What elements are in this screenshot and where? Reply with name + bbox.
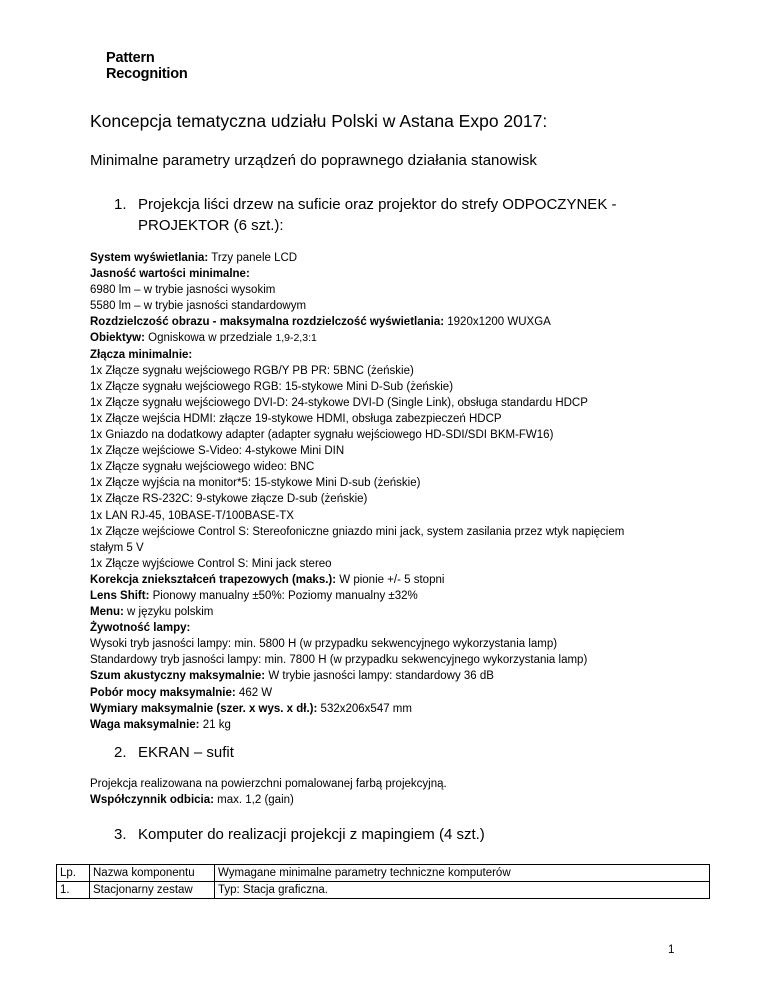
company-logo: [106, 50, 188, 82]
spec-lamp-life-label: Żywotność lampy:: [90, 622, 191, 635]
spec-noise: Szum akustyczny maksymalnie: W trybie jasności lampy: standardowy 36 dB: [90, 670, 494, 683]
section-1-number: 1.: [114, 196, 127, 213]
page-number: 1: [668, 944, 675, 956]
spec-connector: 1x Złącze sygnału wejściowego RGB/Y PB PR: 5BNC (żeńskie): [90, 364, 414, 377]
section-2-title: EKRAN – sufit: [138, 744, 234, 761]
section-2-heading: [114, 742, 654, 763]
spec-connector: 1x Złącze wyjściowe Control S: Mini jack stereo: [90, 557, 332, 570]
spec-connector: 1x LAN RJ-45, 10BASE-T/100BASE-TX: [90, 509, 294, 522]
spec-lamp-life-high: Wysoki tryb jasności lampy: min. 5800 H (w przypadku sekwencyjnego wykorzystania lamp): [90, 638, 558, 651]
spec-system: System wyświetlania: Trzy panele LCD: [90, 252, 298, 264]
spec-connector: 1x Złącze wyjścia na monitor*5: 15-stykowe Mini D-sub (żeńskie): [90, 477, 421, 490]
spec-lens-shift: Lens Shift: Pionowy manualny ±50%: Poziomy manualny ±32%: [90, 589, 418, 602]
projector-specs: [90, 250, 710, 733]
section-3-number: 3.: [114, 826, 127, 843]
document-subtitle: Minimalne parametry urządzeń do poprawnego działania stanowisk: [90, 152, 537, 169]
spec-brightness-standard: 5580 lm – w trybie jasności standardowym: [90, 300, 307, 313]
table-header-row: [57, 865, 710, 882]
section-3-heading: [114, 824, 674, 845]
section-1-heading: [114, 194, 654, 236]
screen-specs: [90, 776, 447, 808]
spec-keystone: Korekcja zniekształceń trapezowych (maks.): W pionie +/- 5 stopni: [90, 573, 445, 586]
section-2-number: 2.: [114, 744, 127, 761]
spec-power: Pobór mocy maksymalnie: 462 W: [90, 686, 273, 699]
screen-reflection: Współczynnik odbicia: max. 1,2 (gain): [90, 794, 294, 807]
spec-connector: 1x Złącze wejścia HDMI: złącze 19-stykowe HDMI, obsługa zabezpieczeń HDCP: [90, 412, 502, 425]
spec-brightness-label: Jasność wartości minimalne:: [90, 268, 250, 281]
spec-brightness-high: 6980 lm – w trybie jasności wysokim: [90, 284, 276, 297]
document-title: Koncepcja tematyczna udziału Polski w Astana Expo 2017:: [90, 111, 548, 131]
table-cell: 1.: [57, 882, 90, 899]
spec-resolution: Rozdzielczość obrazu - maksymalna rozdzielczość wyświetlania: 1920x1200 WUXGA: [90, 316, 551, 329]
section-1-title: Projekcja liści drzew na suficie oraz projektor do strefy ODPOCZYNEK - PROJEKTOR (6 szt.):: [138, 196, 617, 234]
spec-connector: 1x Złącze sygnału wejściowego wideo: BNC: [90, 461, 315, 474]
spec-connector: 1x Złącze wejściowe Control S: Stereofoniczne gniazdo mini jack, system zasilania przez wtyk napięciem stałym 5 V: [90, 525, 625, 554]
table-cell: Typ: Stacja graficzna.: [215, 882, 710, 899]
spec-connector: 1x Złącze wejściowe S-Video: 4-stykowe Mini DIN: [90, 445, 345, 458]
table-row: [57, 882, 710, 899]
section-3-title: Komputer do realizacji projekcji z mapingiem (4 szt.): [138, 826, 485, 843]
screen-description: Projekcja realizowana na powierzchni pomalowanej farbą projekcyjną.: [90, 778, 447, 790]
spec-lamp-life-standard: Standardowy tryb jasności lampy: min. 7800 H (w przypadku sekwencyjnego wykorzystania lamp): [90, 654, 588, 667]
spec-connector: 1x Gniazdo na dodatkowy adapter (adapter sygnału wejściowego HD-SDI/SDI BKM-FW16): [90, 429, 554, 442]
spec-weight: Waga maksymalnie: 21 kg: [90, 718, 231, 731]
logo-line-2: Recognition: [106, 66, 188, 82]
spec-lens: Obiektyw: Ogniskowa w przedziale 1,9-2,3:1: [90, 332, 317, 345]
table-header-cell: Wymagane minimalne parametry techniczne komputerów: [215, 865, 710, 882]
table-header-cell: Nazwa komponentu: [90, 865, 215, 882]
spec-menu: Menu: w języku polskim: [90, 606, 214, 619]
spec-connector: 1x Złącze sygnału wejściowego RGB: 15-stykowe Mini D-Sub (żeńskie): [90, 380, 454, 393]
logo-line-1: Pattern: [106, 50, 155, 66]
spec-connector: 1x Złącze RS-232C: 9-stykowe złącze D-sub (żeńskie): [90, 493, 368, 506]
table-header-cell: Lp.: [57, 865, 90, 882]
computer-requirements-table: [56, 864, 710, 899]
spec-connectors-label: Złącza minimalnie:: [90, 348, 193, 361]
spec-dimensions: Wymiary maksymalnie (szer. x wys. x dł.): 532x206x547 mm: [90, 702, 412, 715]
table-cell: Stacjonarny zestaw: [90, 882, 215, 899]
spec-connector: 1x Złącze sygnału wejściowego DVI-D: 24-stykowe DVI-D (Single Link), obsługa standardu HDCP: [90, 396, 588, 409]
